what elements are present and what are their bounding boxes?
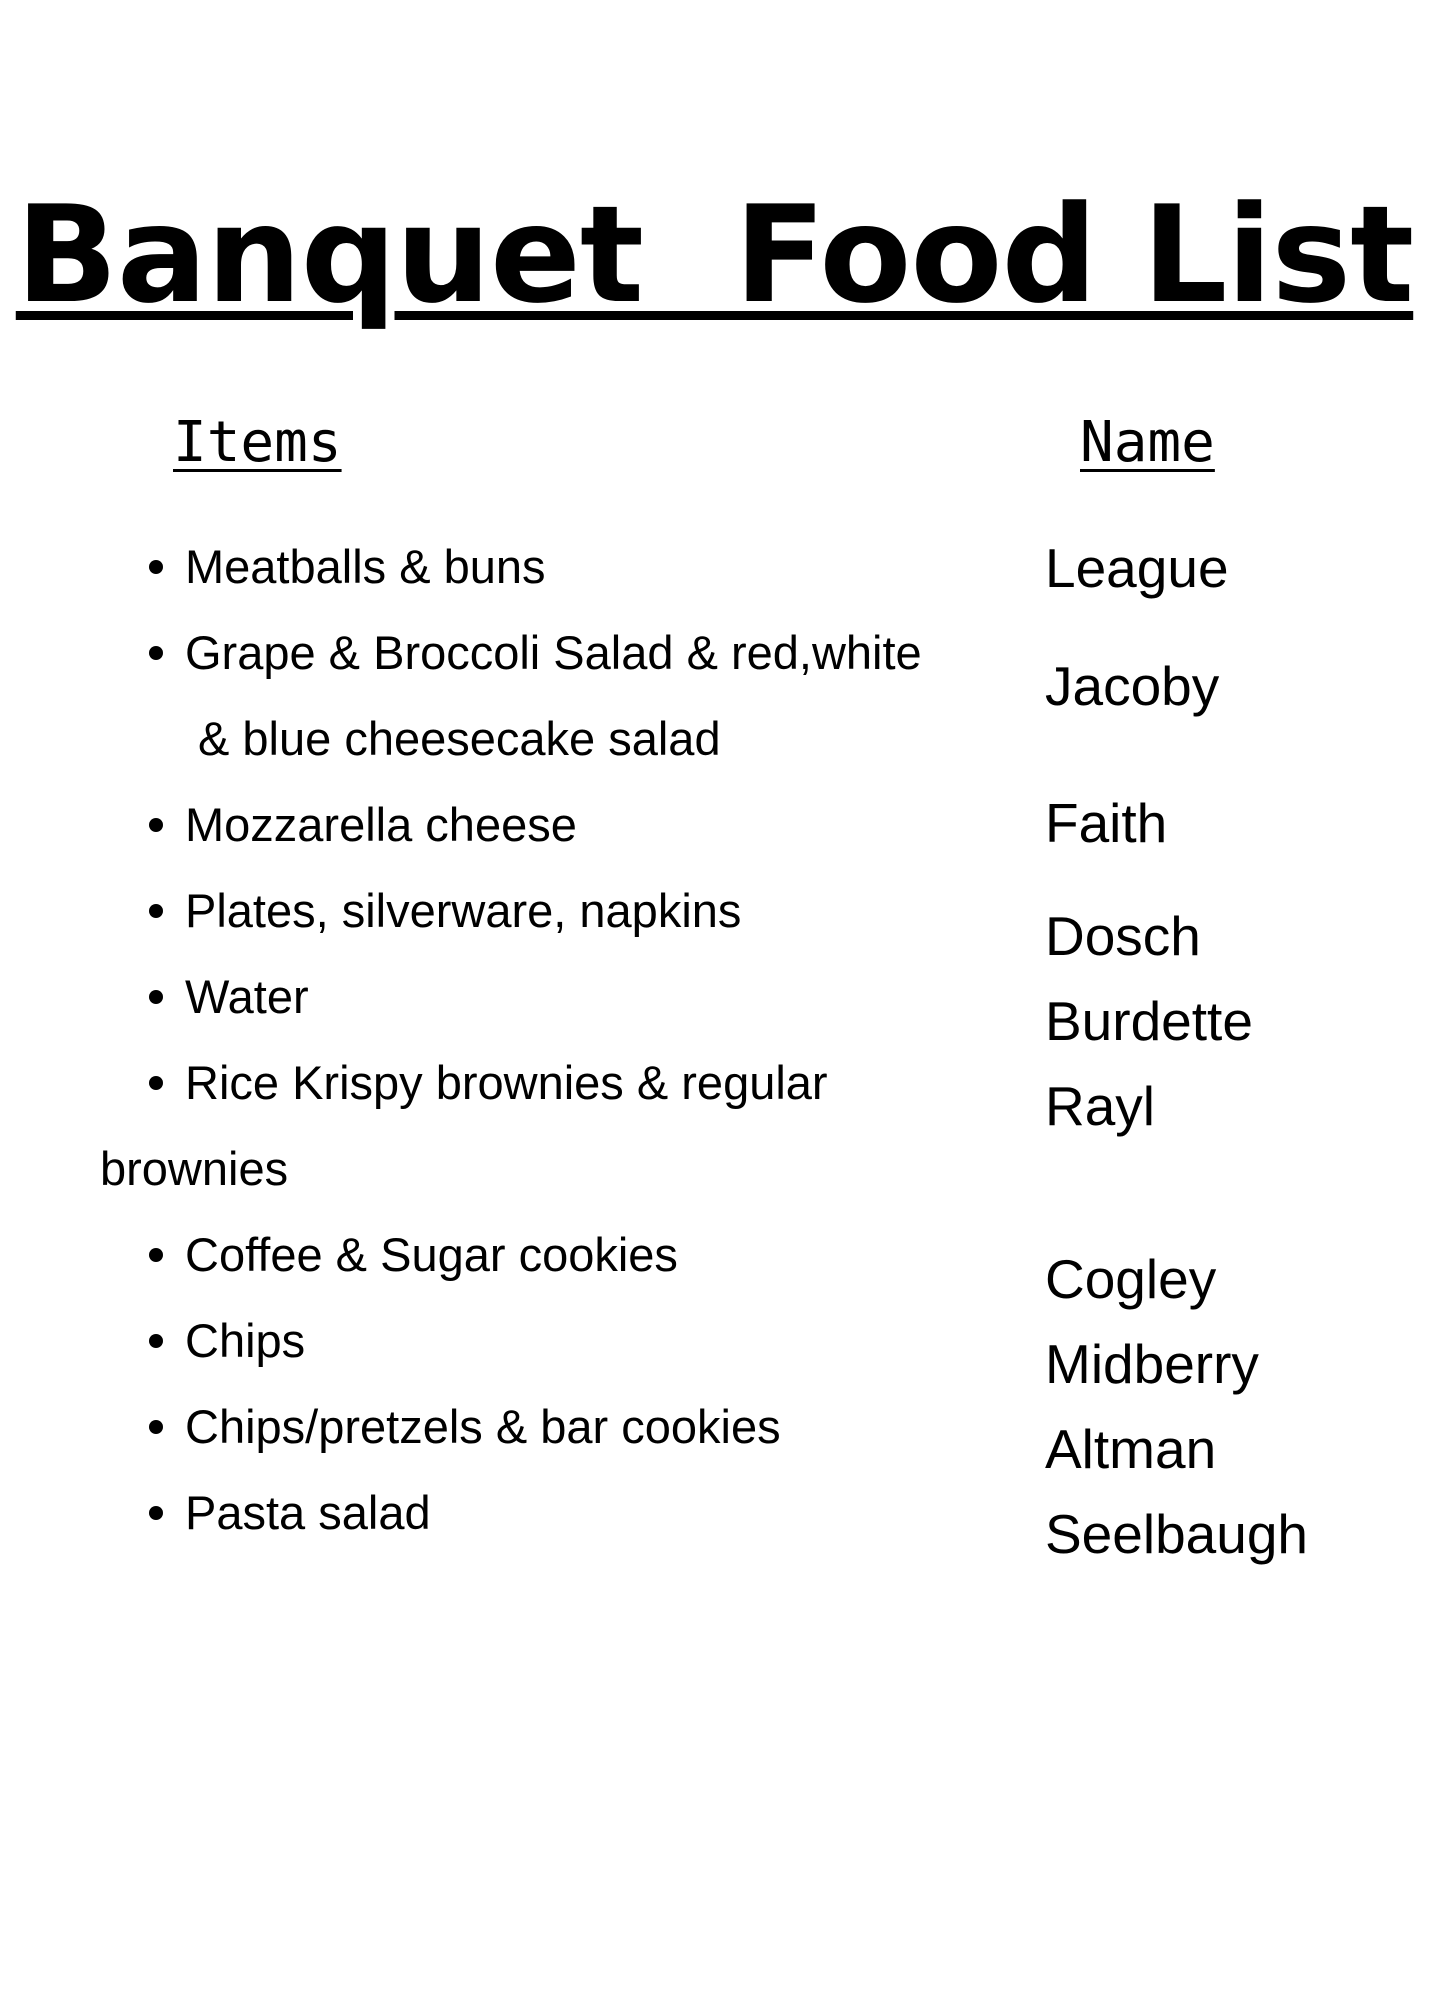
name-entry: Seelbaugh <box>1045 1503 1309 1565</box>
bullet-icon <box>149 1506 163 1520</box>
name-entry: Burdette <box>1045 990 1253 1052</box>
items-column-header: Items <box>173 410 342 475</box>
name-entry: Midberry <box>1045 1333 1259 1395</box>
list-item: Rice Krispy brownies & regular <box>185 1056 828 1109</box>
list-item: Coffee & Sugar cookies <box>185 1228 678 1281</box>
name-entry: Cogley <box>1045 1248 1217 1310</box>
bullet-icon <box>149 904 163 918</box>
name-column-header: Name <box>1080 410 1215 475</box>
bullet-icon <box>149 1076 163 1090</box>
name-entry: League <box>1045 537 1229 599</box>
name-entry: Faith <box>1045 792 1168 854</box>
bullet-icon <box>149 1248 163 1262</box>
name-entry: Altman <box>1045 1418 1217 1480</box>
list-item: Chips/pretzels & bar cookies <box>185 1400 781 1453</box>
bullet-icon <box>149 990 163 1004</box>
bullet-icon <box>149 560 163 574</box>
name-entry: Dosch <box>1045 905 1201 967</box>
list-item: Meatballs & buns <box>185 540 546 593</box>
page-title: Banquet Food List <box>15 177 1414 333</box>
bullet-icon <box>149 1334 163 1348</box>
list-item-continuation: brownies <box>100 1142 289 1195</box>
list-item: Plates, silverware, napkins <box>185 884 742 937</box>
list-item: Grape & Broccoli Salad & red,white <box>185 626 922 679</box>
bullet-icon <box>149 818 163 832</box>
list-item: Mozzarella cheese <box>185 798 577 851</box>
list-item: Pasta salad <box>185 1486 431 1539</box>
list-item: Water <box>185 970 309 1023</box>
name-entry: Jacoby <box>1045 655 1220 717</box>
bullet-icon <box>149 646 163 660</box>
name-entry: Rayl <box>1045 1075 1156 1137</box>
list-item: Chips <box>185 1314 306 1367</box>
list-item-continuation: & blue cheesecake salad <box>198 712 721 765</box>
bullet-icon <box>149 1420 163 1434</box>
